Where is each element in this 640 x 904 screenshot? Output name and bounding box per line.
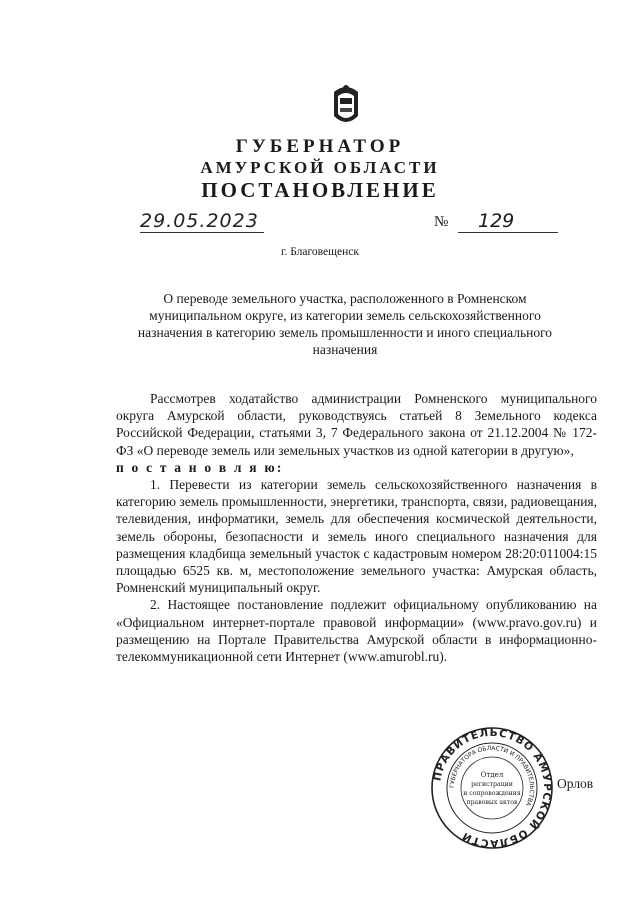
seal-center-line-4: правовых актов <box>466 799 518 806</box>
item-2-paragraph: 2. Настоящее постановление подлежит официальному опубликованию на «Официальном интернет-портале правовой информации» (www.pravo.gov.ru) и размещению на Портале Правительства Амурской области в информационно-телекоммуникационной сети Интернет (www.amurobl.ru). <box>116 597 597 665</box>
header-title: ГУБЕРНАТОР <box>235 136 405 157</box>
number-label: № <box>434 214 449 230</box>
signer-name: Орлов <box>557 776 594 791</box>
document-title: О переводе земельного участка, расположенного в Ромненском муниципальном округе, из категории земель сельскохозяйственного назначения в категорию земель промышленности и иного специального назначения <box>137 291 553 357</box>
document-date: 29.05.2023 <box>140 210 264 233</box>
resolve-line: п о с т а н о в л я ю: <box>116 459 284 475</box>
seal-center-line-1: Отдел <box>480 771 504 779</box>
intro-paragraph: Рассмотрев ходатайство администрации Ромненского муниципального округа Амурской области, руководствуясь статьей 8 Земельного кодекса Российской Федерации, статьями 3, 7 Федерального закона от 21.12.2004 № 172-ФЗ «О переводе земель или земельных участков из одной категории в другую», <box>116 391 597 458</box>
document-number: 129 <box>458 210 558 233</box>
official-seal <box>429 725 555 851</box>
city: г. Благовещенск <box>281 246 359 258</box>
seal-center-line-2: регистрации <box>471 781 513 788</box>
seal-center-line-3: и сопровождения <box>463 790 521 797</box>
coat-of-arms-icon <box>326 82 366 130</box>
document-type: ПОСТАНОВЛЕНИЕ <box>201 178 439 202</box>
seal-outer-text: ПРАВИТЕЛЬСТВО АМУРСКОЙ ОБЛАСТИ <box>431 726 554 850</box>
header-region: АМУРСКОЙ ОБЛАСТИ <box>200 158 440 177</box>
seal-inner-text: ГУБЕРНАТОРА ОБЛАСТИ И ПРАВИТЕЛЬСТВА <box>448 744 536 808</box>
document-body <box>116 390 597 665</box>
item-1-paragraph: 1. Перевести из категории земель сельскохозяйственного назначения в категорию земель промышленности, энергетики, транспорта, связи, радиовещания, телевидения, информатики, земель для обеспечения космической деятельности, земель обороны, безопасности и земель иного специального назначения для размещения кладбища земельный участок с кадастровым номером 28:20:011004:15 площадью 6525 кв. м, местоположение земельного участка: Амурская область, Ромненский муниципальный округ. <box>116 477 597 596</box>
